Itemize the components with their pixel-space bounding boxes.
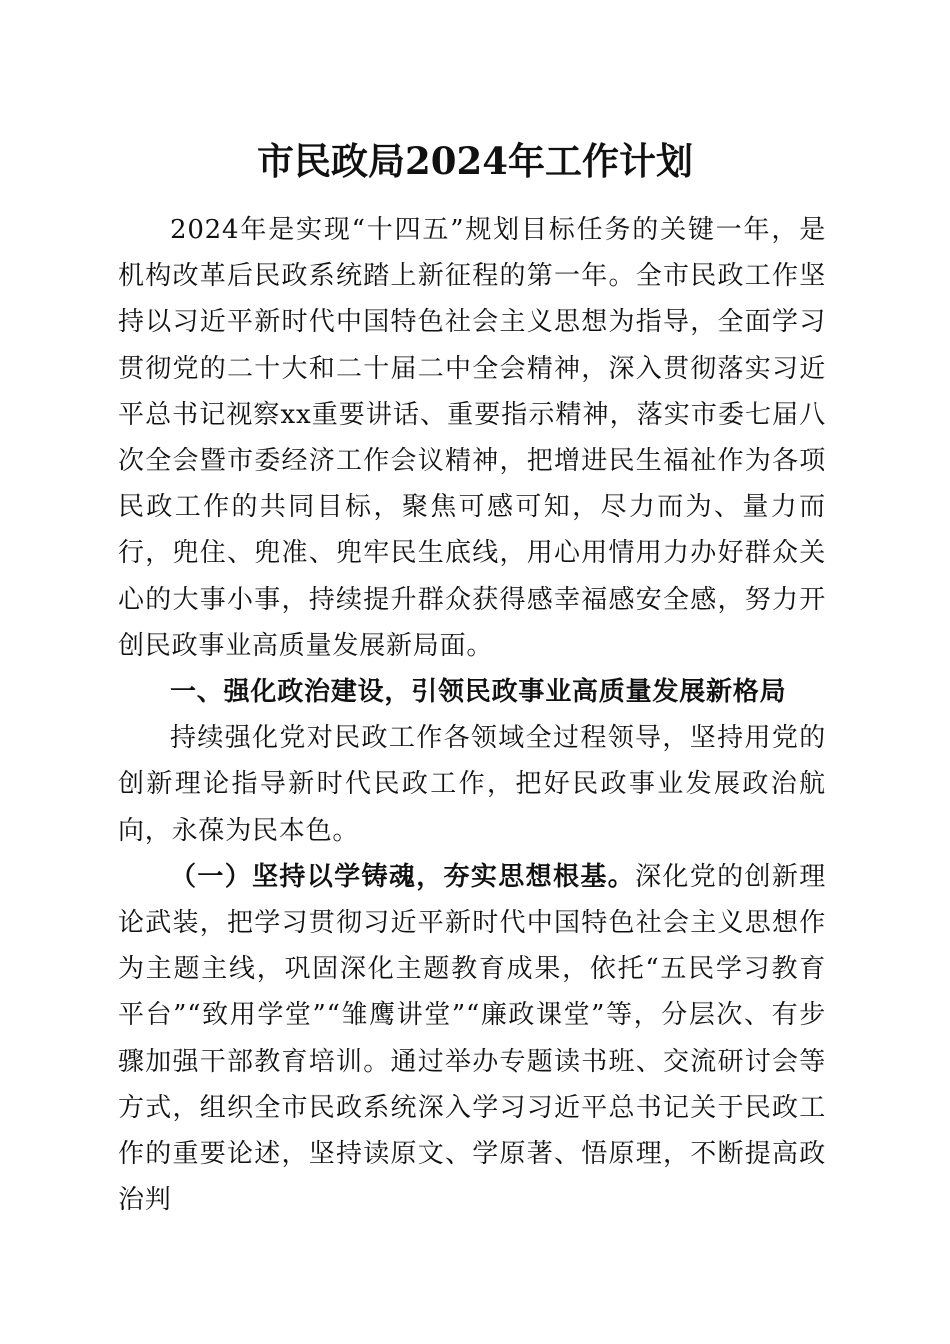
- section-1-paragraph: 持续强化党对民政工作各领域全过程领导，坚持用党的创新理论指导新时代民政工作，把好民政事业发展政治航向，永葆为民本色。: [118, 723, 826, 846]
- intro-paragraph: 2024年是实现“十四五”规划目标任务的关键一年，是机构改革后民政系统踏上新征程的第一年。全市民政工作坚持以习近平新时代中国特色社会主义思想为指导，全面学习贯彻党的二十大和二十届二中全会精神，深入贯彻落实习近平总书记视察xx重要讲话、重要指示精神，落实市委七届八次全会暨市委经济工作会议精神，把增进民生福祉作为各项民政工作的共同目标，聚焦可感可知，尽力而为、量力而行，兜住、兜准、兜牢民生底线，用心用情用力办好群众关心的大事小事，持续提升群众获得感幸福感安全感，努力开创民政事业高质量发展新局面。: [118, 215, 826, 661]
- subsection-1-text: 深化党的创新理论武装，把学习贯彻习近平新时代中国特色社会主义思想作为主题主线，巩固深化主题教育成果，依托“五民学习教育平台”“致用学堂”“雏鹰讲堂”“廉政课堂”等，分层次、有步骤加强干部教育培训。通过举办专题读书班、交流研讨会等方式，组织全市民政系统深入学习习近平总书记关于民政工作的重要论述，坚持读原文、学原著、悟原理，不断提高政治判: [118, 861, 826, 1216]
- subsection-1-lead: （一）坚持以学铸魂，夯实思想根基。: [170, 861, 636, 892]
- document-title: 市民政局2024年工作计划: [257, 139, 693, 183]
- section-1-heading: 一、强化政治建设，引领民政事业高质量发展新格局: [170, 677, 787, 708]
- subsection-1-paragraph: [118, 854, 826, 1224]
- document-body: [118, 207, 826, 1223]
